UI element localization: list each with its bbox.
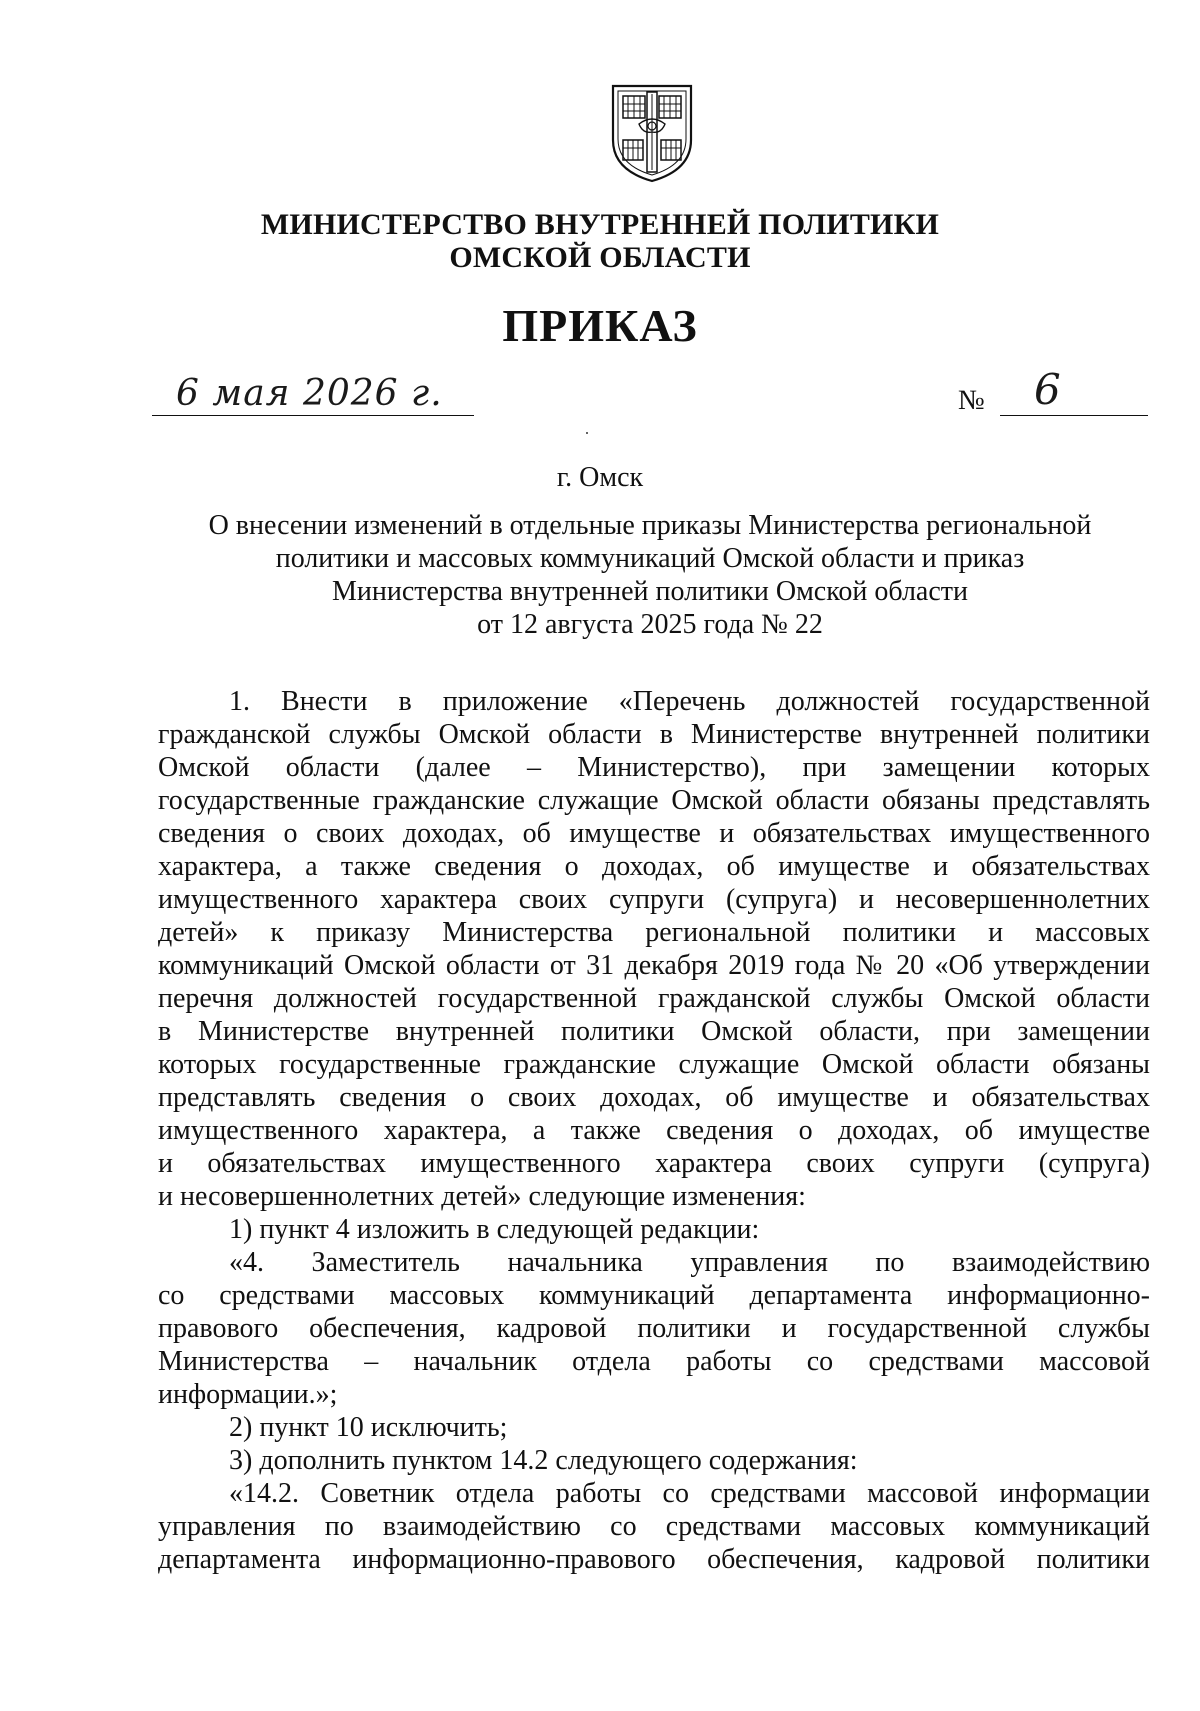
ministry-name-line-2: ОМСКОЙ ОБЛАСТИ [449,241,751,274]
body-line: и обязательствах имущественного характера своих супруги (супруга) [158,1148,1150,1179]
subject-line: Министерства внутренней политики Омской области [332,576,968,607]
body-line: перечня должностей государственной гражданской службы Омской области [158,983,1150,1014]
body-line: «4. Заместитель начальника управления по взаимодействию [229,1247,1150,1278]
subject-line: политики и массовых коммуникаций Омской области и приказ [275,543,1025,574]
body-line: управления по взаимодействию со средствами массовых коммуникаций [158,1511,1150,1542]
body-line: которых государственные гражданские служащие Омской области обязаны [158,1049,1150,1080]
coat-of-arms-icon [609,82,695,184]
subject-line: от 12 августа 2025 года № 22 [477,609,823,640]
body-line: государственные гражданские служащие Омской области обязаны представлять [158,785,1150,816]
body-line: детей» к приказу Министерства региональной политики и массовых [158,917,1150,948]
body-line: сведения о своих доходах, об имуществе и обязательствах имущественного [158,818,1150,849]
body-line: характера, а также сведения о доходах, об имуществе и обязательствах [158,851,1150,882]
scan-dot [586,432,588,434]
body-line: «14.2. Советник отдела работы со средствами массовой информации [229,1478,1150,1509]
city: г. Омск [556,462,644,493]
body-line: департамента информационно-правового обеспечения, кадровой политики [158,1544,1150,1575]
number-underline [1000,415,1148,416]
body-line: 2) пункт 10 исключить; [229,1412,508,1443]
handwritten-date: 6 мая 2026 г. [176,373,443,414]
body-line: 1) пункт 4 изложить в следующей редакции: [229,1214,760,1245]
document-title: ПРИКАЗ [502,300,698,351]
body-line: и несовершеннолетних детей» следующие изменения: [158,1181,806,1212]
body-line: представлять сведения о своих доходах, об имуществе и обязательствах [158,1082,1150,1113]
body-line: коммуникаций Омской области от 31 декабря 2019 года № 20 «Об утверждении [158,950,1150,981]
subject-line: О внесении изменений в отдельные приказы Министерства региональной [208,510,1092,541]
body-line: имущественного характера своих супруги (супруга) и несовершеннолетних [158,884,1150,915]
body-line: Омской области (далее – Министерство), при замещении которых [158,752,1150,783]
body-line: имущественного характера, а также сведения о доходах, об имуществе [158,1115,1150,1146]
body-line: Министерства – начальник отдела работы со средствами массовой [158,1346,1150,1377]
body-line: информации.»; [158,1379,338,1410]
body-line: в Министерстве внутренней политики Омской области, при замещении [158,1016,1150,1047]
ministry-name-line-1: МИНИСТЕРСТВО ВНУТРЕННЕЙ ПОЛИТИКИ [260,208,940,241]
date-underline [152,415,474,416]
handwritten-number: 6 [1034,365,1061,414]
body-line: со средствами массовых коммуникаций департамента информационно- [158,1280,1150,1311]
body-line: правового обеспечения, кадровой политики и государственной службы [158,1313,1150,1344]
body-line: 3) дополнить пунктом 14.2 следующего содержания: [229,1445,858,1476]
body-line: 1. Внести в приложение «Перечень должностей государственной [229,686,1150,717]
number-label: № [958,385,985,416]
body-line: гражданской службы Омской области в Министерстве внутренней политики [158,719,1150,750]
